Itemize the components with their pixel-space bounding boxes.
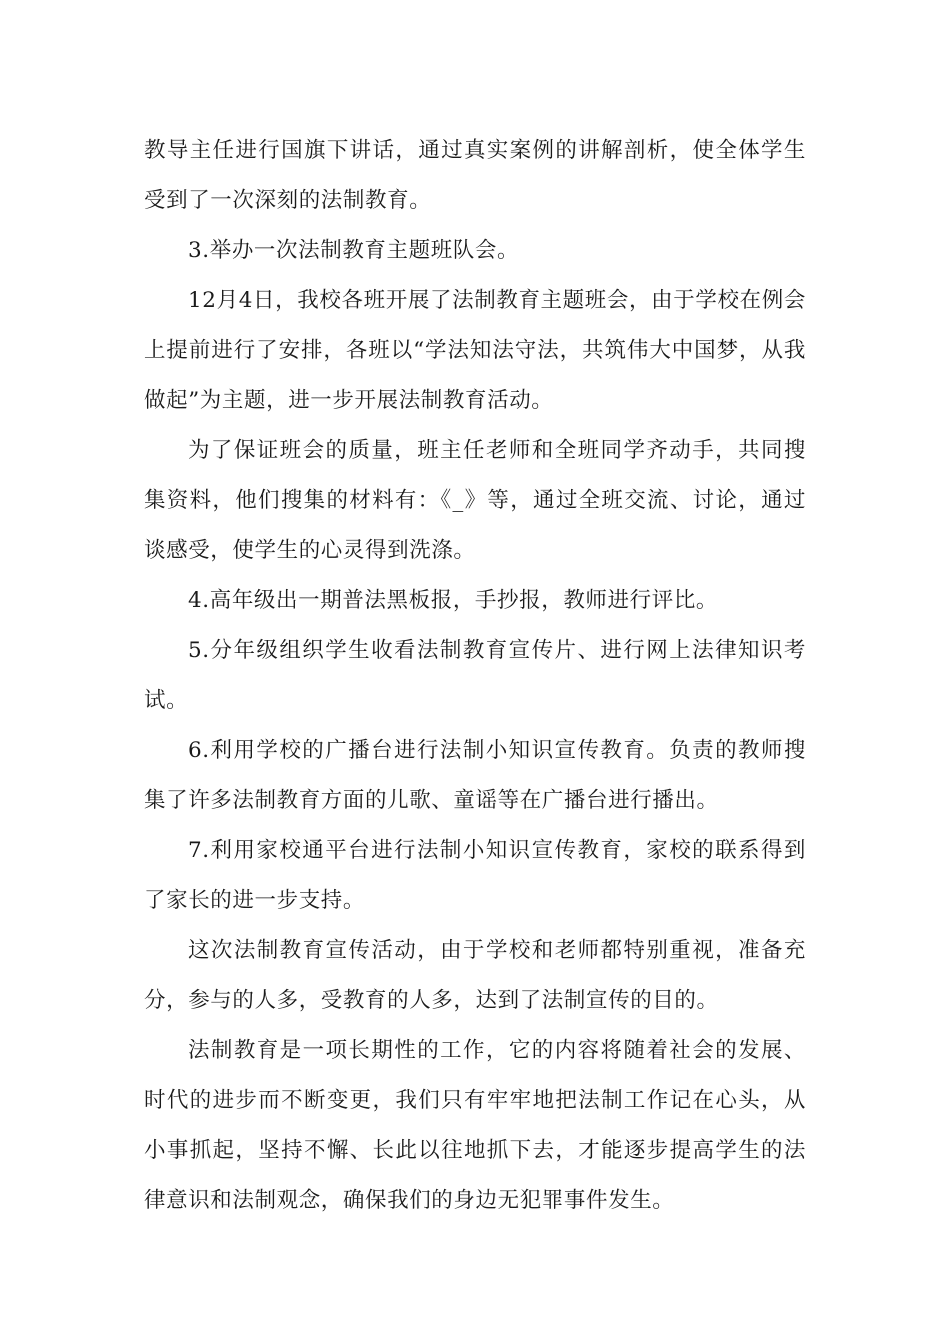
paragraph-materials: 为了保证班会的质量，班主任老师和全班同学齐动手，共同搜集资料，他们搜集的材料有：《_》等，通过全班交流、讨论，通过谈感受，使学生的心灵得到洗涤。 xyxy=(144,438,806,563)
paragraph-item-7: 7.利用家校通平台进行法制小知识宣传教育，家校的联系得到了家长的进一步支持。 xyxy=(144,838,806,913)
paragraph-item-4: 4.高年级出一期普法黑板报，手抄报，教师进行评比。 xyxy=(188,588,719,613)
paragraph-summary: 这次法制教育宣传活动，由于学校和老师都特别重视，准备充分，参与的人多，受教育的人多，达到了法制宣传的目的。 xyxy=(144,938,806,1013)
paragraph-item-5: 5.分年级组织学生收看法制教育宣传片、进行网上法律知识考试。 xyxy=(144,638,806,713)
paragraph-conclusion: 法制教育是一项长期性的工作，它的内容将随着社会的发展、时代的进步而不断变更，我们只有牢牢地把法制工作记在心头，从小事抓起，坚持不懈、长此以往地抓下去，才能逐步提高学生的法律意识和法制观念，确保我们的身边无犯罪事件发生。 xyxy=(144,1038,806,1213)
paragraph-item-6: 6.利用学校的广播台进行法制小知识宣传教育。负责的教师搜集了许多法制教育方面的儿歌、童谣等在广播台进行播出。 xyxy=(144,738,806,813)
paragraph-class-meeting: 12月4日，我校各班开展了法制教育主题班会，由于学校在例会上提前进行了安排，各班以“学法知法守法，共筑伟大中国梦，从我做起”为主题，进一步开展法制教育活动。 xyxy=(144,288,806,413)
document-body xyxy=(144,126,806,1226)
paragraph-item-3: 3.举办一次法制教育主题班队会。 xyxy=(188,238,520,263)
paragraph-continuation: 教导主任进行国旗下讲话，通过真实案例的讲解剖析，使全体学生受到了一次深刻的法制教育。 xyxy=(144,138,806,213)
